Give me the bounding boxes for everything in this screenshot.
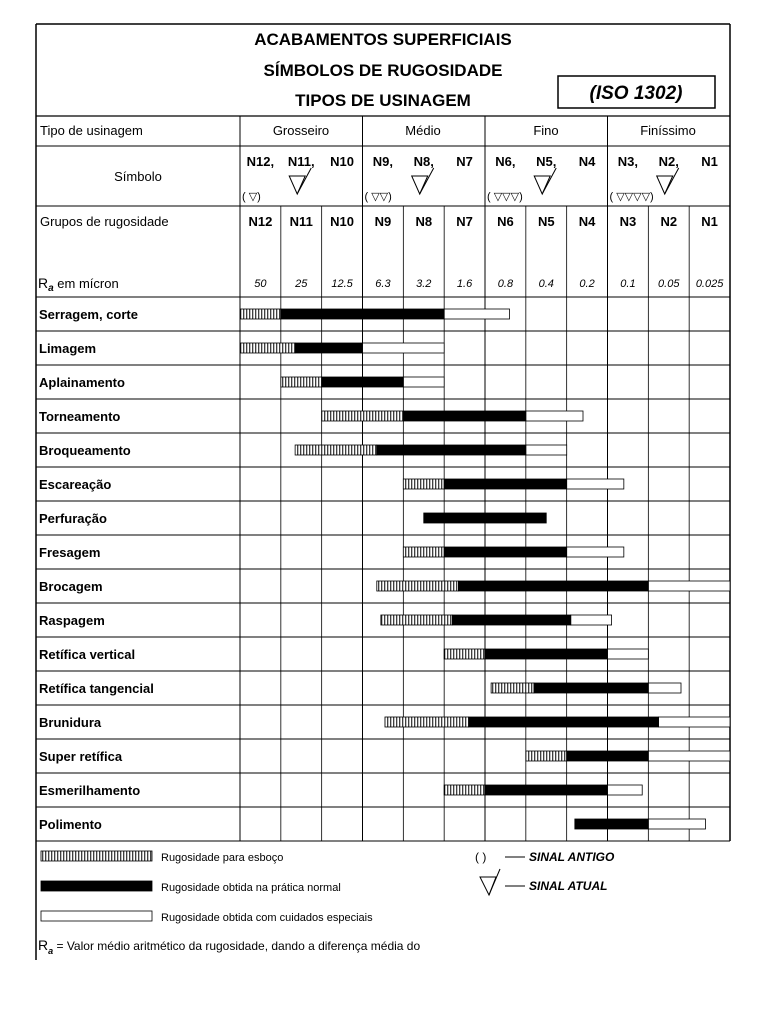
process-name: Polimento: [39, 817, 102, 832]
roughness-group: N2: [660, 214, 678, 229]
bar-especial: [363, 343, 445, 353]
symbol-group-label: N9,: [372, 154, 394, 169]
bar-normal: [485, 785, 608, 795]
symbol-group-label: N12,: [246, 154, 275, 169]
class-finissimo: Finíssimo: [640, 123, 696, 138]
process-row: [39, 341, 444, 356]
ra-value: 0.1: [620, 278, 636, 290]
bar-normal: [485, 649, 608, 659]
roughness-group: N8: [415, 214, 433, 229]
process-name: Fresagem: [39, 545, 101, 560]
bar-esboco: [322, 411, 404, 421]
bar-esboco: [240, 343, 295, 353]
roughness-group: N4: [578, 214, 596, 229]
bar-especial: [526, 445, 567, 455]
roughness-group: N9: [374, 214, 392, 229]
ra-value: 25: [295, 278, 308, 290]
process-name: Brocagem: [39, 579, 103, 594]
bar-normal: [444, 479, 566, 489]
ra-value: 0.2: [579, 278, 595, 290]
ra-value: 1.6: [456, 278, 473, 290]
bar-normal: [281, 309, 444, 319]
symbol-group-label: N3,: [617, 154, 639, 169]
new-sign-label: SINAL ATUAL: [529, 879, 608, 893]
process-name: Limagem: [39, 341, 97, 356]
symbol-group-label: N1: [701, 154, 718, 169]
ra-value: 0.8: [497, 278, 514, 290]
process-name: Broqueamento: [39, 443, 131, 458]
symbol-label: Símbolo: [114, 169, 162, 184]
groups-label: Grupos de rugosidade: [40, 214, 169, 229]
process-row: [39, 443, 567, 458]
group-cells: [248, 214, 724, 290]
legend-normal-label: Rugosidade obtida na prática normal: [161, 882, 341, 894]
ra-value: 6.3: [375, 278, 391, 290]
ra-value: 50: [254, 278, 267, 290]
bar-normal: [403, 411, 526, 421]
bar-esboco: [526, 751, 567, 761]
class-grosseiro: Grosseiro: [272, 123, 330, 138]
process-row: [39, 681, 681, 696]
symbol-group-label: N4: [578, 154, 596, 169]
new-symbol-icon: [289, 176, 305, 194]
process-row: [39, 477, 624, 492]
new-symbol-icon-leader: [420, 168, 434, 194]
bar-especial: [648, 751, 730, 761]
roughness-group: N3: [619, 214, 637, 229]
new-symbol-icon: [412, 176, 428, 194]
bar-especial: [526, 411, 583, 421]
ra-label: $R_a$ em mícron: [38, 275, 119, 294]
process-name: Super retífica: [39, 749, 123, 764]
process-row: [39, 545, 624, 560]
bar-esboco: [491, 683, 534, 693]
class-medio: Médio: [405, 123, 441, 138]
bar-especial: [571, 615, 612, 625]
legend-especial-swatch: [41, 911, 152, 921]
symbol-groups: [242, 154, 718, 203]
bar-especial: [648, 683, 681, 693]
roughness-group: N7: [456, 214, 473, 229]
bar-esboco: [444, 649, 485, 659]
bar-normal: [444, 547, 566, 557]
new-symbol-icon: [657, 176, 673, 194]
ra-value: 0.025: [695, 278, 724, 290]
process-name: Serragem, corte: [39, 307, 138, 322]
new-symbol-icon-leader: [665, 168, 679, 194]
bar-especial: [403, 377, 444, 387]
bar-esboco: [381, 615, 452, 625]
bar-esboco: [403, 547, 444, 557]
document-title: ACABAMENTOS SUPERFICIAIS: [254, 30, 512, 49]
bar-especial: [444, 309, 509, 319]
ra-value: 0.05: [658, 278, 680, 290]
symbol-group-label: N11,: [287, 154, 315, 169]
process-row: [39, 511, 546, 526]
bar-esboco: [377, 581, 459, 591]
symbol-group-label: N10: [330, 154, 355, 169]
process-row: [39, 307, 510, 322]
roughness-group: N12: [248, 214, 273, 229]
bar-esboco: [281, 377, 322, 387]
ra-value: 0.4: [538, 278, 554, 290]
roughness-group: N5: [537, 214, 555, 229]
bar-normal: [377, 445, 526, 455]
bar-normal: [469, 717, 659, 727]
bar-especial: [567, 547, 624, 557]
bar-normal: [322, 377, 404, 387]
bar-especial: [608, 649, 649, 659]
process-name: Brunidura: [39, 715, 102, 730]
bar-especial: [567, 479, 624, 489]
footnote: $R_a$ = Valor médio aritmético da rugosidade, dando a diferença média do: [38, 937, 421, 956]
old-symbol: ( ▽▽▽▽): [609, 191, 654, 203]
bar-esboco: [444, 785, 485, 795]
bar-normal: [575, 819, 649, 829]
bar-normal: [424, 513, 547, 523]
legend-esboco-label: Rugosidade para esboço: [161, 852, 284, 864]
process-name: Retífica vertical: [39, 647, 136, 662]
process-row: [39, 783, 642, 798]
bar-normal: [567, 751, 649, 761]
bar-esboco: [240, 309, 281, 319]
process-row: [39, 817, 706, 832]
process-row: [39, 375, 444, 390]
bar-normal: [534, 683, 648, 693]
class-fino: Fino: [533, 123, 559, 138]
document-subtitle: SÍMBOLOS DE RUGOSIDADE: [263, 61, 503, 80]
roughness-group: N10: [330, 214, 355, 229]
ra-value: 12.5: [331, 278, 353, 290]
new-symbol-icon-leader: [542, 168, 556, 194]
document-subtitle-2: TIPOS DE USINAGEM: [295, 91, 471, 110]
roughness-group: N11: [289, 214, 313, 229]
roughness-group: N1: [701, 214, 718, 229]
old-symbol: ( ▽▽▽): [487, 191, 523, 203]
old-symbol: ( ▽▽): [364, 191, 392, 203]
bar-esboco: [403, 479, 444, 489]
symbol-group-label: N6,: [495, 154, 516, 169]
old-sign-symbol: ( ): [475, 850, 487, 864]
process-name: Torneamento: [39, 409, 121, 424]
symbol-group-label: N8,: [413, 154, 434, 169]
bar-esboco: [295, 445, 377, 455]
bar-especial: [648, 819, 705, 829]
bar-especial: [648, 581, 730, 591]
process-name: Aplainamento: [39, 375, 125, 390]
process-name: Perfuração: [39, 511, 107, 526]
process-row: [39, 647, 648, 662]
legend-normal-swatch: [41, 881, 152, 891]
iso-label: (ISO 1302): [589, 83, 683, 104]
bar-normal: [452, 615, 570, 625]
process-name: Esmerilhamento: [39, 783, 141, 798]
process-name: Escareação: [39, 477, 112, 492]
roughness-group: N6: [497, 214, 514, 229]
bar-especial: [608, 785, 643, 795]
type-label: Tipo de usinagem: [40, 123, 143, 138]
new-symbol-icon: [534, 176, 550, 194]
process-name: Retífica tangencial: [39, 681, 154, 696]
old-sign-label: SINAL ANTIGO: [529, 850, 615, 864]
legend-esboco-swatch: [41, 851, 152, 861]
bar-normal: [295, 343, 362, 353]
symbol-group-label: N2,: [658, 154, 679, 169]
process-row: [39, 749, 730, 764]
old-symbol: ( ▽): [242, 191, 261, 203]
legend-especial-label: Rugosidade obtida com cuidados especiais: [161, 912, 373, 924]
symbol-group-label: N7: [456, 154, 473, 169]
bar-esboco: [385, 717, 469, 727]
process-row: [39, 409, 583, 424]
ra-value: 3.2: [416, 278, 432, 290]
bar-normal: [458, 581, 648, 591]
process-row: [39, 579, 730, 594]
new-sign-icon: [480, 869, 500, 895]
symbol-group-label: N5,: [536, 154, 557, 169]
new-symbol-icon-leader: [297, 168, 311, 194]
process-row: [39, 715, 730, 730]
bar-especial: [659, 717, 730, 727]
process-name: Raspagem: [39, 613, 105, 628]
